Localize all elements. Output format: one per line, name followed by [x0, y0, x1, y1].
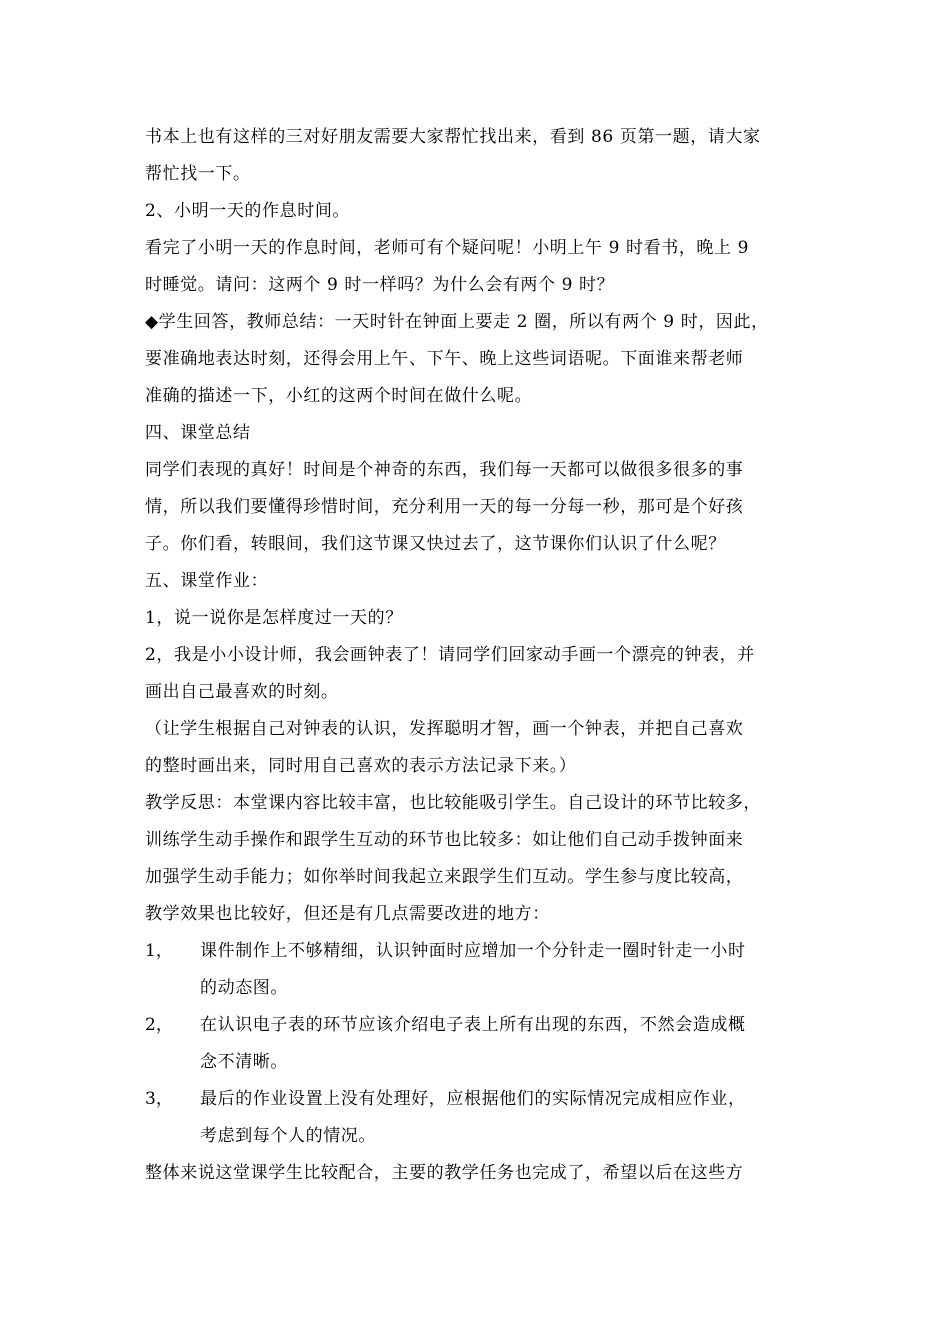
text-line: 加强学生动手能力；如你举时间我起立来跟学生们互动。学生参与度比较高， — [145, 867, 744, 887]
text-line: 教学效果也比较好，但还是有几点需要改进的地方： — [145, 904, 550, 924]
list-item-number: 1， — [145, 941, 173, 961]
section-heading: 四、课堂总结 — [145, 423, 251, 443]
list-item-text: 在认识电子表的环节应该介绍电子表上所有出现的东西，不然会造成概 — [200, 1015, 746, 1035]
list-item-number: 3， — [145, 1089, 173, 1109]
list-item-text: 最后的作业设置上没有处理好，应根据他们的实际情况完成相应作业， — [200, 1089, 746, 1109]
text-line: 看完了小明一天的作息时间，老师可有个疑问呢！小明上午 9 时看书，晚上 9 — [145, 238, 750, 258]
text-line: 的整时画出来，同时用自己喜欢的表示方法记录下来。） — [145, 756, 577, 776]
text-line: 同学们表现的真好！时间是个神奇的东西，我们每一天都可以做很多很多的事 — [145, 460, 744, 480]
text-line: 情，所以我们要懂得珍惜时间，充分利用一天的每一分每一秒，那可是个好孩 — [145, 497, 744, 517]
list-item-text: 考虑到每个人的情况。 — [200, 1126, 376, 1146]
text-line: 教学反思：本堂课内容比较丰富，也比较能吸引学生。自己设计的环节比较多， — [145, 793, 761, 813]
text-line: 画出自己最喜欢的时刻。 — [145, 682, 339, 702]
text-line: （让学生根据自己对钟表的认识，发挥聪明才智，画一个钟表，并把自己喜欢 — [145, 719, 744, 739]
text-line: 要准确地表达时刻，还得会用上午、下午、晚上这些词语呢。下面谁来帮老师 — [145, 349, 744, 369]
text-line: 时睡觉。请问：这两个 9 时一样吗？为什么会有两个 9 时？ — [145, 275, 615, 295]
list-item-text: 的动态图。 — [200, 978, 288, 998]
list-item-text: 课件制作上不够精细，认识钟面时应增加一个分针走一圈时针走一小时 — [200, 941, 746, 961]
text-line: 整体来说这堂课学生比较配合，主要的教学任务也完成了，希望以后在这些方 — [145, 1163, 744, 1183]
text-line: 1，说一说你是怎样度过一天的？ — [145, 608, 403, 628]
text-line: 准确的描述一下，小红的这两个时间在做什么呢。 — [145, 386, 533, 406]
text-line: 帮忙找一下。 — [145, 164, 251, 184]
text-line: ◆学生回答，教师总结：一天时针在钟面上要走 2 圈，所以有两个 9 时，因此， — [145, 312, 769, 332]
section-heading: 五、课堂作业： — [145, 571, 269, 591]
list-item-text: 念不清晰。 — [200, 1052, 288, 1072]
section-heading: 2、小明一天的作息时间。 — [145, 201, 351, 221]
text-line: 书本上也有这样的三对好朋友需要大家帮忙找出来，看到 86 页第一题，请大家 — [145, 127, 761, 147]
text-line: 2，我是小小设计师，我会画钟表了！请同学们回家动手画一个漂亮的钟表，并 — [145, 645, 755, 665]
text-line: 训练学生动手操作和跟学生互动的环节也比较多：如让他们自己动手拨钟面来 — [145, 830, 744, 850]
text-line: 子。你们看，转眼间，我们这节课又快过去了，这节课你们认识了什么呢？ — [145, 534, 726, 554]
list-item-number: 2， — [145, 1015, 173, 1035]
